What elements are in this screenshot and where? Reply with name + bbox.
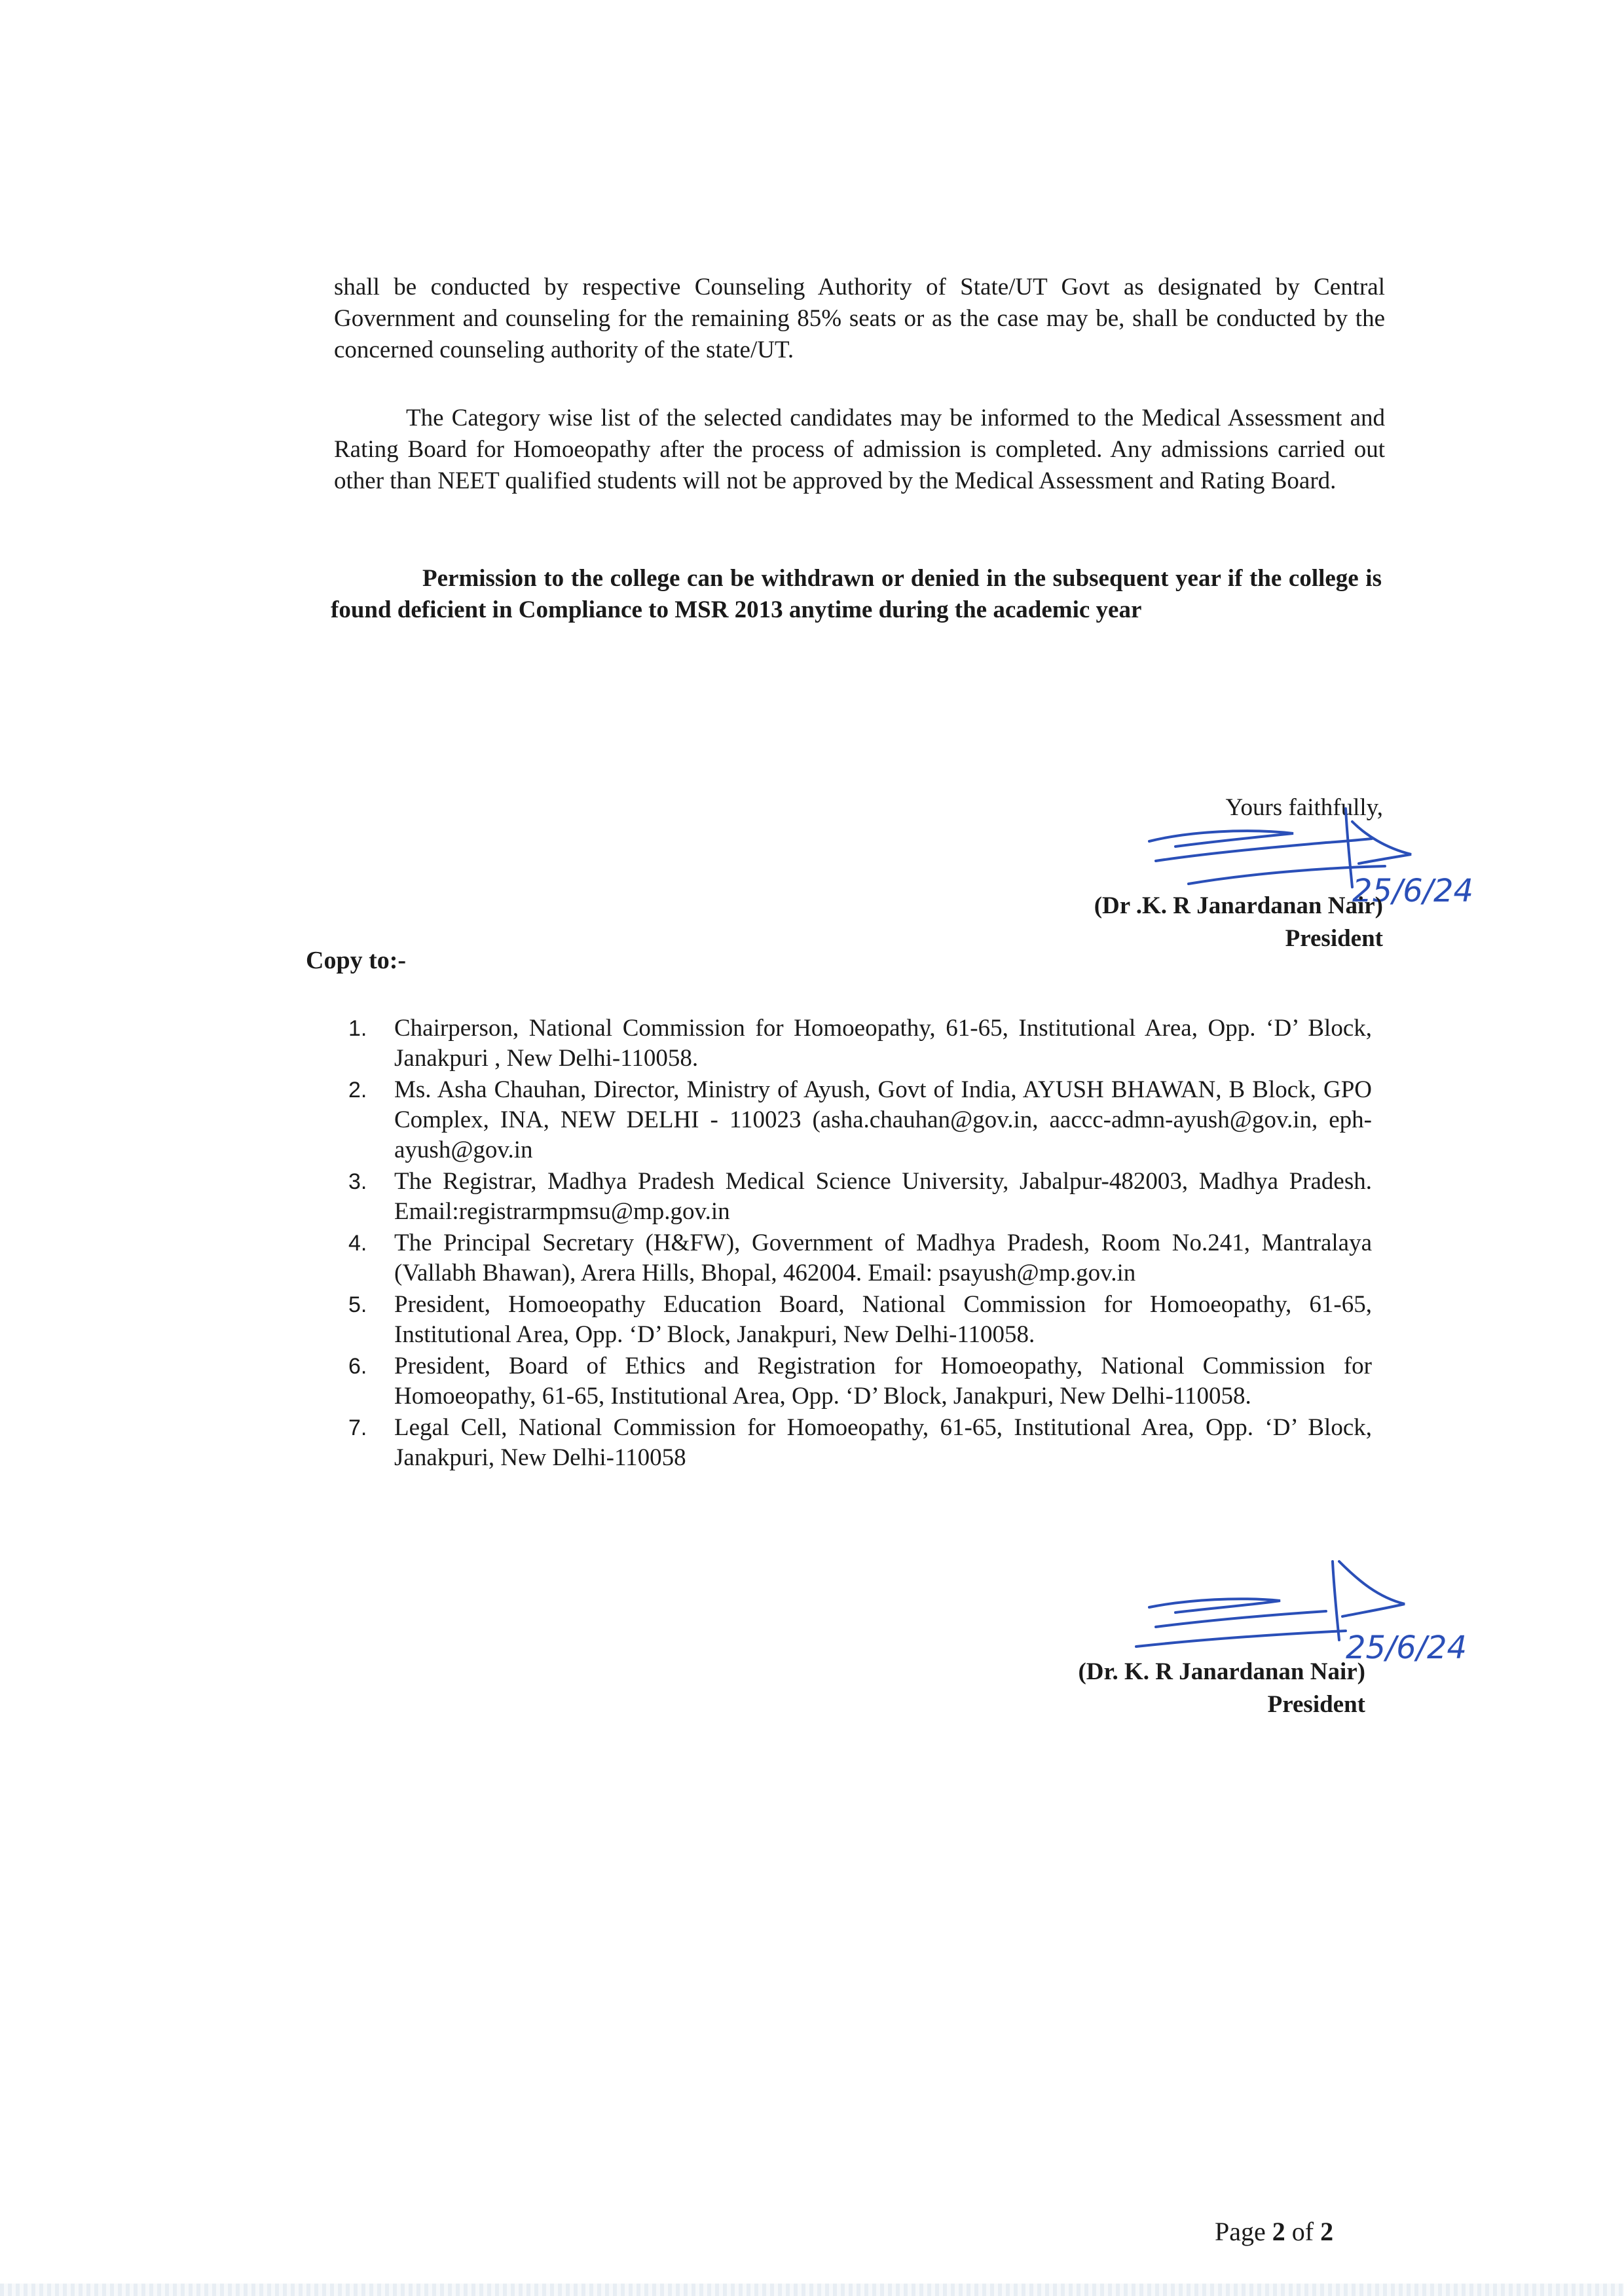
signatory-name-1: (Dr .K. R Janardanan Nair) — [1094, 892, 1383, 919]
page-total: 2 — [1320, 2217, 1334, 2246]
copy-to-item-7 — [334, 1413, 1372, 1473]
copy-to-item-2 — [334, 1075, 1372, 1165]
signatory-name-2: (Dr. K. R Janardanan Nair) — [1078, 1658, 1365, 1685]
copy-to-list — [334, 1013, 1372, 1474]
list-item-text: Ms. Asha Chauhan, Director, Ministry of Ayush, Govt of India, AYUSH BHAWAN, B Block, GPO Complex, INA, NEW DELHI - 110023 (asha.chauhan@gov.in, aaccc-admn-ayush@gov.in, eph-ayush@gov.in — [394, 1076, 1372, 1163]
closing-salutation: Yours faithfully, — [1225, 794, 1383, 821]
list-number: 1. — [348, 1016, 367, 1041]
list-number: 4. — [348, 1231, 367, 1256]
list-number: 3. — [348, 1169, 367, 1194]
page-number — [1215, 2216, 1333, 2247]
list-item-text: President, Board of Ethics and Registration for Homoeopathy, National Commission for Homoeopathy, 61-65, Institutional Area, Opp. ‘D’ Block, Janakpuri, New Delhi-110058. — [394, 1353, 1372, 1410]
copy-to-item-5 — [334, 1290, 1372, 1350]
body-paragraph-3-bold: Permission to the college can be withdrawn or denied in the subsequent year if the college is found deficient in Compliance to MSR 2013 anytime during the academic year — [331, 565, 1382, 623]
scan-edge-band — [0, 2284, 1624, 2296]
list-item-text: The Principal Secretary (H&FW), Government of Madhya Pradesh, Room No.241, Mantralaya (Vallabh Bhawan), Arera Hills, Bhopal, 462004. Email: psayush@mp.gov.in — [394, 1230, 1372, 1286]
body-paragraph-2: The Category wise list of the selected candidates may be informed to the Medical Assessment and Rating Board for Homoeopathy after the process of admission is completed. Any admissions carried out other than NEET qualified students will not be approved by the Medical Assessment and Rating Board. — [334, 405, 1385, 494]
copy-to-item-1 — [334, 1013, 1372, 1074]
copy-to-item-4 — [334, 1228, 1372, 1288]
signatory-title-1: President — [1285, 925, 1383, 952]
signature-date-1: 25/6/24 — [1352, 873, 1474, 909]
list-item-text: The Registrar, Madhya Pradesh Medical Science University, Jabalpur-482003, Madhya Pradesh. Email:registrarmpmsu@mp.gov.in — [394, 1168, 1372, 1225]
page-of: of — [1285, 2217, 1321, 2246]
page-current: 2 — [1272, 2217, 1285, 2246]
list-number: 7. — [348, 1415, 367, 1440]
page-prefix: Page — [1215, 2217, 1272, 2246]
copy-to-heading: Copy to:- — [306, 947, 407, 974]
body-paragraph-1: shall be conducted by respective Counseling Authority of State/UT Govt as designated by Central Government and counseling for the remaining 85% seats or as the case may be, shall be conducted by the concerned counseling authority of the state/UT. — [334, 274, 1385, 363]
signatory-title-2: President — [1267, 1691, 1365, 1718]
copy-to-item-3 — [334, 1167, 1372, 1227]
list-item-text: President, Homoeopathy Education Board, National Commission for Homoeopathy, 61-65, Institutional Area, Opp. ‘D’ Block, Janakpuri, New Delhi-110058. — [394, 1291, 1372, 1348]
signature-date-2: 25/6/24 — [1346, 1630, 1467, 1666]
list-number: 2. — [348, 1078, 367, 1102]
copy-to-item-6 — [334, 1351, 1372, 1412]
handwritten-signature-2 — [1110, 1548, 1477, 1666]
list-number: 6. — [348, 1354, 367, 1379]
list-number: 5. — [348, 1292, 367, 1317]
list-item-text: Chairperson, National Commission for Homoeopathy, 61-65, Institutional Area, Opp. ‘D’ Block, Janakpuri , New Delhi-110058. — [394, 1015, 1372, 1072]
list-item-text: Legal Cell, National Commission for Homoeopathy, 61-65, Institutional Area, Opp. ‘D’ Block, Janakpuri, New Delhi-110058 — [394, 1414, 1372, 1471]
